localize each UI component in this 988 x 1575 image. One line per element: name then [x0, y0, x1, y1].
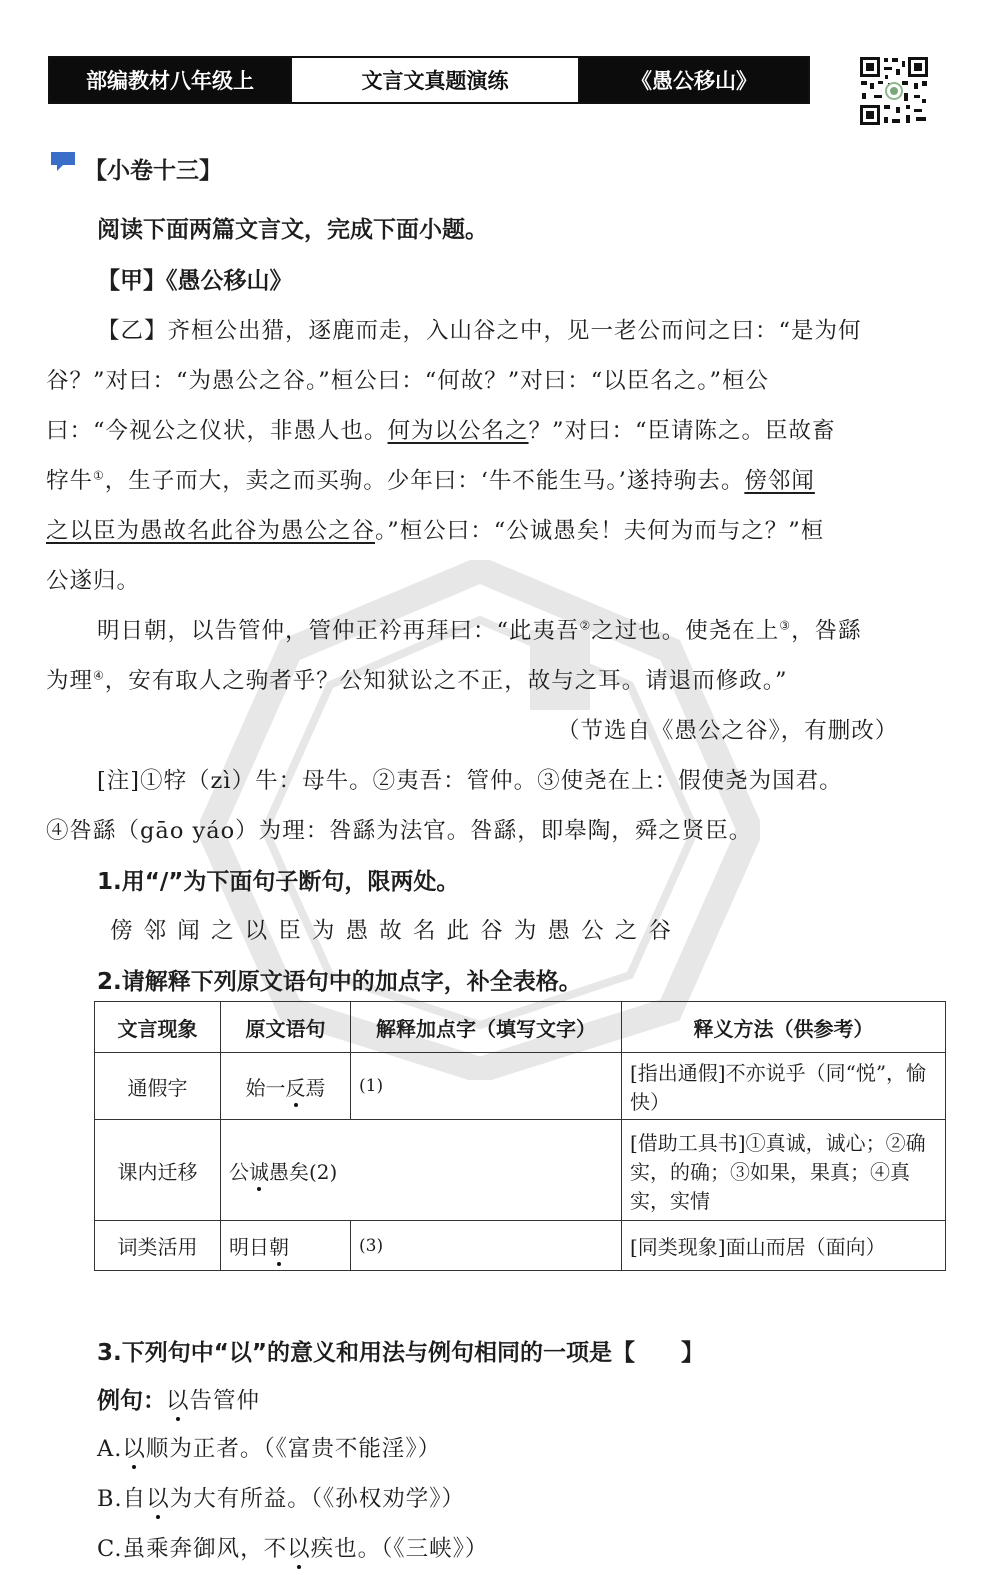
text-jia-label: 【甲】《愚公移山》 — [97, 268, 293, 294]
method-cell: [指出通假]不亦说乎（同“悦”，愉快） — [622, 1053, 946, 1120]
table-header: 文言现象 — [95, 1002, 221, 1053]
phenomenon-cell: 词类活用 — [95, 1221, 221, 1271]
phenomenon-cell: 课内迁移 — [95, 1120, 221, 1221]
dotted-char: 以 — [287, 1536, 311, 1562]
dotted-char: 诚 — [249, 1159, 269, 1184]
method-cell: [同类现象]面山而居（面向） — [622, 1221, 946, 1271]
notes-line-2: ④咎繇（gāo yáo）为理：咎繇为法官。咎繇，即皋陶，舜之贤臣。 — [46, 818, 753, 844]
question-1-sentence: 傍 邻 闻 之 以 臣 为 愚 故 名 此 谷 为 愚 公 之 谷 — [110, 918, 673, 944]
table-row — [95, 1053, 946, 1120]
passage-yi-line-5: 之以臣为愚故名此谷为愚公之谷。”桓公曰：“公诚愚矣！夫何为而与之？”桓 — [46, 518, 825, 544]
question-2-prompt: 2.请解释下列原文语句中的加点字，补全表格。 — [97, 969, 582, 995]
footnote-marker-3: ③ — [779, 618, 792, 633]
underlined-sentence-2b: 之以臣为愚故名此谷为愚公之谷 — [46, 518, 376, 544]
answer-blank-cell[interactable]: (3) — [351, 1221, 622, 1271]
option-a[interactable]: A.以顺为正者。（《富贵不能淫》） — [97, 1436, 442, 1462]
option-c[interactable]: C.虽乘奔御风，不以疾也。（《三峡》） — [97, 1536, 489, 1562]
passage-yi-line-2: 谷？”对曰：“为愚公之谷。”桓公曰：“何故？”对曰：“以臣名之。”桓公 — [46, 368, 770, 394]
answer-blank-cell[interactable]: (1) — [351, 1053, 622, 1120]
header-section: 文言文真题演练 — [290, 58, 580, 102]
passage-yi-line-8: 为理④，安有取人之驹者乎？公知狱讼之不正，故与之耳。请退而修政。” — [46, 668, 788, 694]
underlined-sentence-2a: 傍邻闻 — [744, 468, 815, 494]
question-1-prompt: 1.用“/”为下面句子断句，限两处。 — [97, 869, 460, 895]
source-sentence-cell: 明日朝 — [221, 1221, 351, 1271]
question-3-example: 例句：以告管仲 — [97, 1388, 261, 1414]
section-title: 【小卷十三】 — [84, 158, 222, 184]
phenomenon-cell: 通假字 — [95, 1053, 221, 1120]
passage-yi-line-3: 曰：“今视公之仪状，非愚人也。何为以公名之？”对曰：“臣请陈之。臣故畜 — [46, 418, 836, 444]
question-2-table — [94, 1001, 946, 1271]
footnote-marker-4: ④ — [93, 668, 105, 683]
passage-source: （节选自《愚公之谷》，有删改） — [557, 718, 899, 744]
table-header: 解释加点字（填写文字） — [351, 1002, 622, 1053]
passage-yi-line-6: 公遂归。 — [46, 568, 141, 594]
section-flag-icon — [49, 150, 77, 172]
underlined-sentence-1: 何为以公名之 — [387, 418, 529, 444]
passage-yi-line-1: 【乙】齐桓公出猎，逐鹿而走，入山谷之中，见一老公而问之曰：“是为何 — [97, 318, 862, 344]
option-b[interactable]: B.自以为大有所益。（《孙权劝学》） — [97, 1486, 465, 1512]
table-row — [95, 1221, 946, 1271]
notes-line-1: [注]①牸（zì）牛：母牛。②夷吾：管仲。③使尧在上：假使尧为国君。 — [97, 768, 843, 794]
qr-code-icon[interactable] — [858, 55, 930, 127]
footnote-marker-2: ② — [579, 618, 592, 633]
table-header: 原文语句 — [221, 1002, 351, 1053]
source-sentence-cell[interactable]: 公诚愚矣(2) — [221, 1120, 622, 1221]
passage-yi-line-7: 明日朝，以告管仲，管仲正衿再拜曰：“此夷吾②之过也。使尧在上③，咎繇 — [97, 618, 862, 644]
method-cell: [借助工具书]①真诚，诚心；②确实，的确；③如果，果真；④真实，实情 — [622, 1120, 946, 1221]
table-header: 释义方法（供参考） — [622, 1002, 946, 1053]
dotted-char: 以 — [122, 1436, 146, 1462]
header-bar — [48, 56, 810, 104]
header-title: 《愚公移山》 — [580, 58, 808, 102]
dotted-char: 反 — [285, 1075, 306, 1100]
reading-instruction: 阅读下面两篇文言文，完成下面小题。 — [97, 217, 488, 243]
dotted-char: 以 — [146, 1486, 170, 1512]
passage-yi-line-4: 牸牛①，生子而大，卖之而买驹。少年曰：‘牛不能生马。’遂持驹去。傍邻闻 — [46, 468, 815, 494]
dotted-char: 朝 — [269, 1235, 289, 1259]
header-grade: 部编教材八年级上 — [50, 58, 290, 102]
footnote-marker-1: ① — [93, 468, 105, 483]
dotted-char: 以 — [166, 1388, 190, 1414]
question-3-prompt: 3.下列句中“以”的意义和用法与例句相同的一项是【 】 — [97, 1340, 704, 1366]
table-header-row — [95, 1002, 946, 1053]
source-sentence-cell: 始一反焉 — [221, 1053, 351, 1120]
table-row — [95, 1120, 946, 1221]
